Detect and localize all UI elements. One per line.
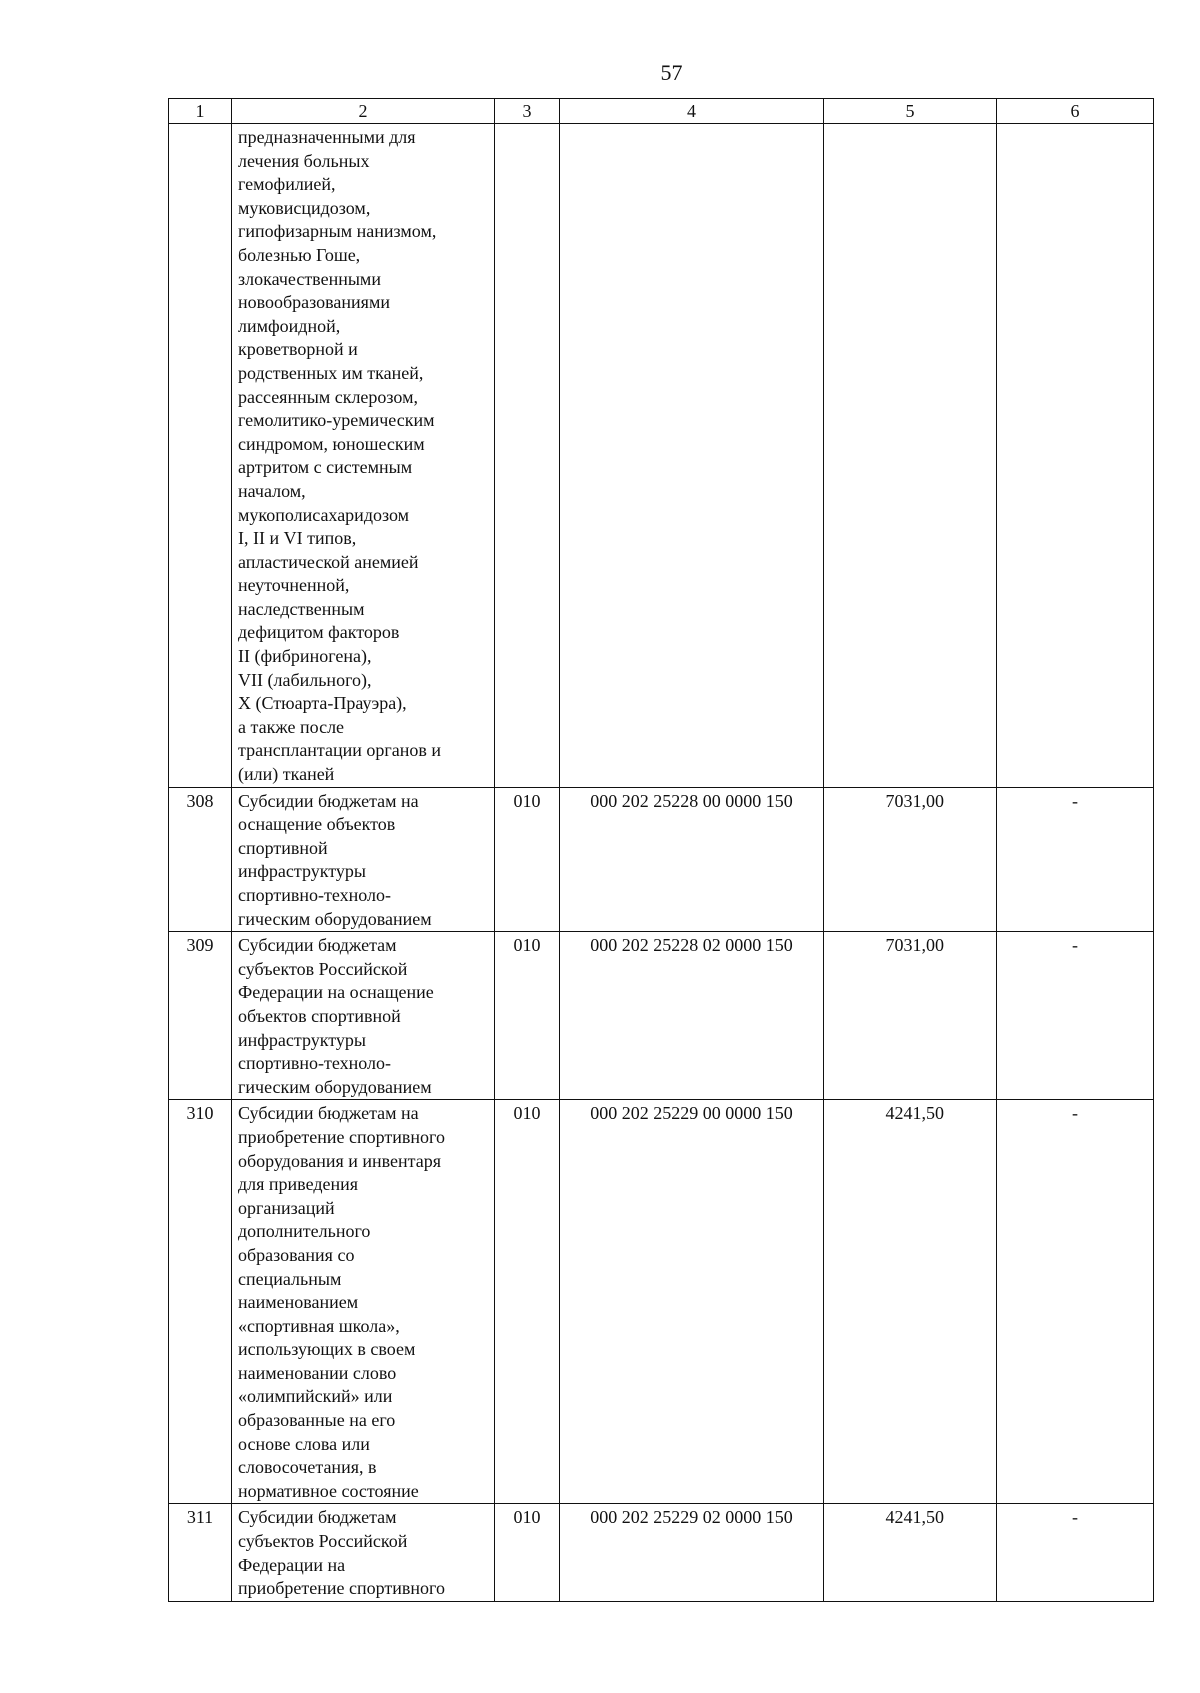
row-number: 308 [169,787,232,932]
row-description: Субсидии бюджетам субъектов Российской Федерации на оснащение объектов спортивной инфраструктуры спортивно-техноло- гическим оборудованием [232,932,495,1100]
table-row [169,1100,1154,1504]
row-col6: - [997,932,1154,1100]
row-col6: - [997,1100,1154,1504]
row-kbk: 000 202 25229 02 0000 150 [560,1504,824,1601]
row-kbk: 000 202 25228 02 0000 150 [560,932,824,1100]
row-col6 [997,124,1154,788]
table-row [169,1504,1154,1601]
row-col6: - [997,787,1154,932]
row-number: 311 [169,1504,232,1601]
row-amount: 7031,00 [824,787,997,932]
row-description: предназначенными для лечения больных гемофилией, муковисцидозом, гипофизарным нанизмом, болезнью Гоше, злокачественными новообразованиями лимфоидной, кроветворной и родственных им тканей, рассеянным склерозом, гемолитико-уремическим синдромом, юношеским артритом с системным началом, мукополисахаридозом I, II и VI типов, апластической анемией неуточненной, наследственным дефицитом факторов II (фибриногена), VII (лабильного), X (Стюарта-Прауэра), а также после трансплантации органов и (или) тканей [232,124,495,788]
row-code [495,124,560,788]
header-col-5: 5 [824,99,997,124]
row-code: 010 [495,1100,560,1504]
header-col-3: 3 [495,99,560,124]
row-amount [824,124,997,788]
row-number: 310 [169,1100,232,1504]
row-description: Субсидии бюджетам на приобретение спортивного оборудования и инвентаря для приведения организаций дополнительного образования со специальным наименованием «спортивная школа», использующих в своем наименовании слово «олимпийский» или образованные на его основе слова или словосочетания, в нормативное состояние [232,1100,495,1504]
row-code: 010 [495,787,560,932]
row-kbk: 000 202 25228 00 0000 150 [560,787,824,932]
row-kbk [560,124,824,788]
table-row [169,124,1154,788]
row-description: Субсидии бюджетам субъектов Российской Федерации на приобретение спортивного [232,1504,495,1601]
row-amount: 4241,50 [824,1504,997,1601]
row-code: 010 [495,932,560,1100]
header-col-1: 1 [169,99,232,124]
row-number [169,124,232,788]
row-kbk: 000 202 25229 00 0000 150 [560,1100,824,1504]
table-row [169,932,1154,1100]
row-description: Субсидии бюджетам на оснащение объектов спортивной инфраструктуры спортивно-техноло- гическим оборудованием [232,787,495,932]
row-code: 010 [495,1504,560,1601]
header-col-2: 2 [232,99,495,124]
row-amount: 4241,50 [824,1100,997,1504]
row-number: 309 [169,932,232,1100]
header-col-4: 4 [560,99,824,124]
page-number: 57 [660,60,683,85]
row-col6: - [997,1504,1154,1601]
row-amount: 7031,00 [824,932,997,1100]
table-row [169,787,1154,932]
table-header-row [169,99,1154,124]
budget-table [168,98,1154,1602]
header-col-6: 6 [997,99,1154,124]
